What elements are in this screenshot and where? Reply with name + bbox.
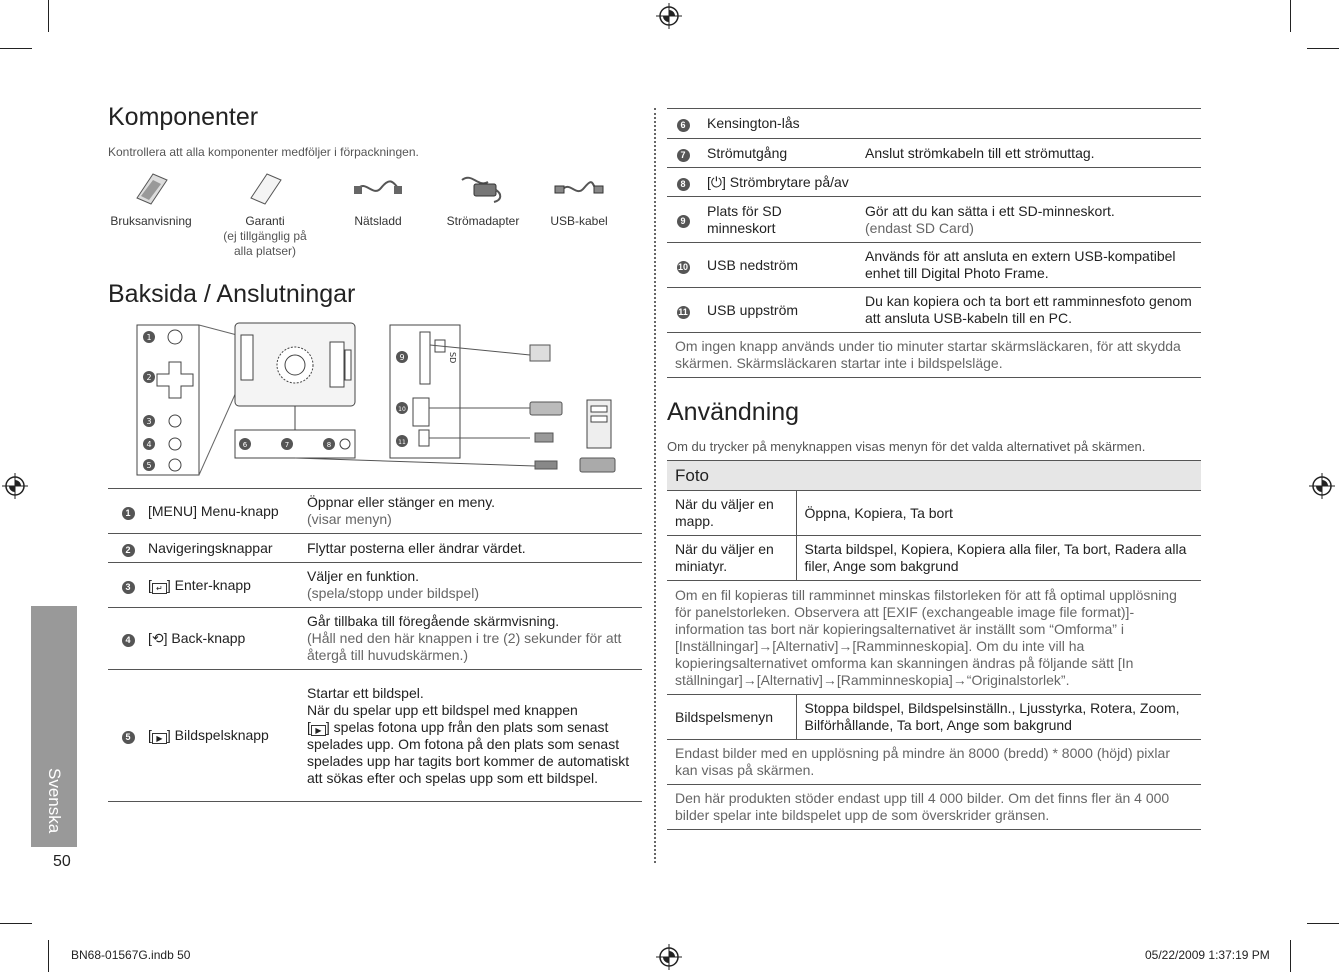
- table-row: [667, 333, 1201, 378]
- number-badge: 1: [122, 507, 135, 520]
- row-name: USB nedström: [699, 243, 857, 288]
- slideshow-icon: ▶: [152, 733, 167, 744]
- row-desc: Väljer en funktion.: [307, 568, 420, 584]
- number-badge: 5: [122, 731, 135, 744]
- row-desc-note: (endast SD Card): [865, 219, 974, 236]
- row-desc: Gör att du kan sätta i ett SD-minneskort.: [865, 202, 1115, 219]
- menu-table: [667, 460, 1201, 830]
- component-power-cord: [346, 168, 410, 229]
- number-badge: 7: [677, 149, 690, 162]
- component-label: USB-kabel: [550, 214, 608, 228]
- crop-mark: [1307, 923, 1339, 924]
- number-badge: 6: [677, 119, 690, 132]
- row-name: USB uppström: [699, 288, 857, 333]
- screensaver-note: Om ingen knapp används under tio minuter startar skärmsläckaren, för att skydda skärmen. Skärmsläckaren startar inte i bildspelsläge.: [667, 333, 1201, 378]
- footer-date: 05/22/2009 1:37:19 PM: [1145, 948, 1270, 962]
- row-name: Strömutgång: [699, 139, 857, 168]
- row-key: Bildspelsmenyn: [667, 695, 796, 740]
- row-desc: Går tillbaka till föregående skärmvisning.: [307, 613, 560, 629]
- component-label: Nätsladd: [354, 214, 402, 228]
- crop-mark: [0, 923, 32, 924]
- table-row: [667, 139, 1201, 168]
- row-name-text: ] Bildspelsknapp: [166, 727, 269, 743]
- row-name: [148, 563, 307, 608]
- row-desc-text: ] spelas fotona upp från den plats som senast spelades upp. Om fotona på den plats som senast spelades upp har tagits bort kommer de automatiskt att sökas efter och spelas upp som ett bildspel.: [307, 718, 630, 786]
- component-sublabel: alla platser): [233, 244, 297, 258]
- svg-text:6: 6: [242, 441, 248, 449]
- row-desc-note: (spela/stopp under bildspel): [307, 585, 479, 601]
- row-name: Plats för SD minneskort: [699, 197, 857, 243]
- page-number: 50: [53, 853, 71, 870]
- svg-text:5: 5: [146, 461, 152, 470]
- table-row: [667, 109, 1201, 139]
- registration-mark-icon: [656, 3, 682, 29]
- rear-panel-diagram: [135, 320, 625, 480]
- row-desc-note: (Håll ned den här knappen i tre (2) sekunder för att återgå till huvudskärmen.): [307, 630, 622, 663]
- table-row: [667, 740, 1201, 785]
- usb-cable-icon: [554, 168, 604, 208]
- registration-mark-icon: [656, 944, 682, 970]
- table-row: [667, 491, 1201, 536]
- number-badge: 9: [677, 215, 690, 228]
- row-desc: Du kan kopiera och ta bort ett ramminnesfoto genom att ansluta USB-kabeln till en PC.: [857, 288, 1201, 333]
- power-icon: ⏻: [710, 173, 722, 190]
- svg-text:7: 7: [284, 441, 290, 449]
- bracket-open: [: [707, 173, 711, 190]
- crop-mark: [48, 940, 49, 972]
- svg-text:2: 2: [146, 373, 152, 382]
- row-name: [148, 608, 307, 670]
- sd-label: SD: [448, 352, 457, 364]
- row-name-text: ] Enter-knapp: [166, 576, 251, 593]
- back-icon: ⟲: [151, 630, 164, 646]
- crop-mark: [0, 48, 32, 49]
- row-desc: Anslut strömkabeln till ett strömuttag.: [857, 139, 1201, 168]
- power-adapter-icon: [458, 168, 508, 208]
- row-name: Navigeringsknappar: [148, 534, 307, 563]
- component-usb-cable: [546, 168, 612, 229]
- table-row: [667, 168, 1201, 197]
- number-badge: 4: [122, 634, 135, 647]
- resolution-note: Endast bilder med en upplösning på mindre än 8000 (bredd) * 8000 (höjd) pixlar kan visas på skärmen.: [667, 740, 1201, 785]
- row-desc: När du spelar upp ett bildspel med knappen: [307, 701, 578, 718]
- registration-mark-icon: [1309, 473, 1335, 499]
- table-row: [667, 197, 1201, 243]
- component-sublabel: (ej tillgänglig på: [223, 229, 307, 243]
- component-label: Bruksanvisning: [110, 214, 192, 228]
- table-row: [667, 288, 1201, 333]
- port-table: [667, 108, 1201, 378]
- row-desc: [307, 719, 642, 787]
- row-name-text: ] Back-knapp: [163, 630, 246, 646]
- component-label: Strömadapter: [446, 214, 520, 228]
- anvandning-intro: Om du trycker på menyknappen visas menyn för det valda alternativet på skärmen.: [667, 439, 1146, 454]
- component-warranty: [218, 168, 312, 259]
- svg-text:1: 1: [146, 333, 152, 342]
- warranty-icon: [245, 168, 285, 208]
- bracket-open: [: [148, 630, 152, 646]
- limit-note: Den här produkten stöder endast upp till 4 000 bilder. Om det finns fler än 4 000 bilder spelar inte bildspelet upp de som överskrider gränsen.: [667, 785, 1201, 830]
- table-row: [667, 461, 1201, 491]
- bracket-open: [: [148, 727, 152, 743]
- row-desc-note: (visar menyn): [307, 511, 392, 527]
- row-key: När du väljer en miniatyr.: [667, 536, 796, 581]
- crop-mark: [1290, 940, 1291, 972]
- komponenter-intro: Kontrollera att alla komponenter medföljer i förpackningen.: [108, 145, 419, 159]
- copy-note: Om en fil kopieras till ramminnet minskas filstorleken för att få optimal upplösning för panelstorleken. Observera att [EXIF (exchangeable image file format)]-information tas bort när kopieringsalternativet är inställt som “Omforma” i [Inställningar]→[Alternativ]→[Ramminneskopia]. Om du inte vill ha kopieringsalternativet omforma kan skanningen ändras på följande sätt [In ställningar]→[Alternativ]→[Ramminneskopia]→“Originalstorlek”.: [667, 581, 1201, 695]
- language-tab: [31, 606, 77, 847]
- table-row: [667, 581, 1201, 695]
- komponenter-title: Komponenter: [108, 103, 259, 131]
- table-row: [108, 670, 642, 802]
- manual-icon: [131, 168, 171, 208]
- anvandning-title: Användning: [667, 398, 800, 426]
- table-row: [667, 695, 1201, 740]
- number-badge: 2: [122, 544, 135, 557]
- row-name: [699, 168, 1201, 197]
- foto-band: Foto: [667, 461, 1201, 491]
- crop-mark: [1290, 0, 1291, 32]
- table-row: [108, 534, 642, 563]
- row-name: [MENU] Menu-knapp: [148, 489, 307, 534]
- crop-mark: [1307, 48, 1339, 49]
- bracket-open: [: [307, 718, 311, 735]
- component-manual: [108, 168, 194, 229]
- column-separator: [654, 108, 656, 863]
- power-cord-icon: [353, 168, 403, 208]
- row-desc: Används för att ansluta en extern USB-kompatibel enhet till Digital Photo Frame.: [857, 243, 1201, 288]
- row-desc: [857, 109, 1201, 139]
- button-table: [108, 488, 642, 802]
- row-desc: Flyttar posterna eller ändrar värdet.: [307, 534, 642, 563]
- row-name-text: ] Strömbrytare på/av: [721, 173, 849, 190]
- svg-text:9: 9: [399, 353, 405, 362]
- svg-text:8: 8: [326, 441, 332, 449]
- component-power-adapter: [440, 168, 526, 229]
- number-badge: 11: [678, 306, 688, 317]
- crop-mark: [48, 0, 49, 32]
- table-row: [108, 563, 642, 608]
- svg-text:4: 4: [146, 440, 152, 449]
- table-row: [108, 489, 642, 534]
- svg-text:10: 10: [398, 406, 406, 413]
- table-row: [667, 243, 1201, 288]
- registration-mark-icon: [2, 473, 28, 499]
- table-row: [108, 608, 642, 670]
- slideshow-icon: ▶: [311, 725, 326, 736]
- baksida-title: Baksida / Anslutningar: [108, 280, 356, 308]
- number-badge: 8: [677, 178, 690, 191]
- row-name: [148, 670, 307, 802]
- row-desc: Öppnar eller stänger en meny.: [307, 494, 496, 510]
- component-label: Garanti: [245, 214, 285, 228]
- row-value: Starta bildspel, Kopiera, Kopiera alla filer, Ta bort, Radera alla filer, Ange som bakgrund: [796, 536, 1201, 581]
- enter-icon: ↵: [152, 583, 167, 594]
- svg-text:3: 3: [146, 417, 152, 426]
- row-desc: Startar ett bildspel.: [307, 684, 424, 701]
- row-name: Kensington-lås: [699, 109, 857, 139]
- row-key: När du väljer en mapp.: [667, 491, 796, 536]
- table-row: [667, 536, 1201, 581]
- bracket-open: [: [148, 576, 152, 593]
- footer-file: BN68-01567G.indb 50: [71, 948, 191, 962]
- language-label: Svenska: [45, 768, 64, 834]
- number-badge: 3: [122, 581, 135, 594]
- row-value: Öppna, Kopiera, Ta bort: [796, 491, 1201, 536]
- svg-text:11: 11: [398, 439, 406, 446]
- number-badge: 10: [677, 261, 688, 272]
- row-value: Stoppa bildspel, Bildspelsinställn., Ljusstyrka, Rotera, Zoom, Bilförhållande, Ta bort, Ange som bakgrund: [796, 695, 1201, 740]
- table-row: [667, 785, 1201, 830]
